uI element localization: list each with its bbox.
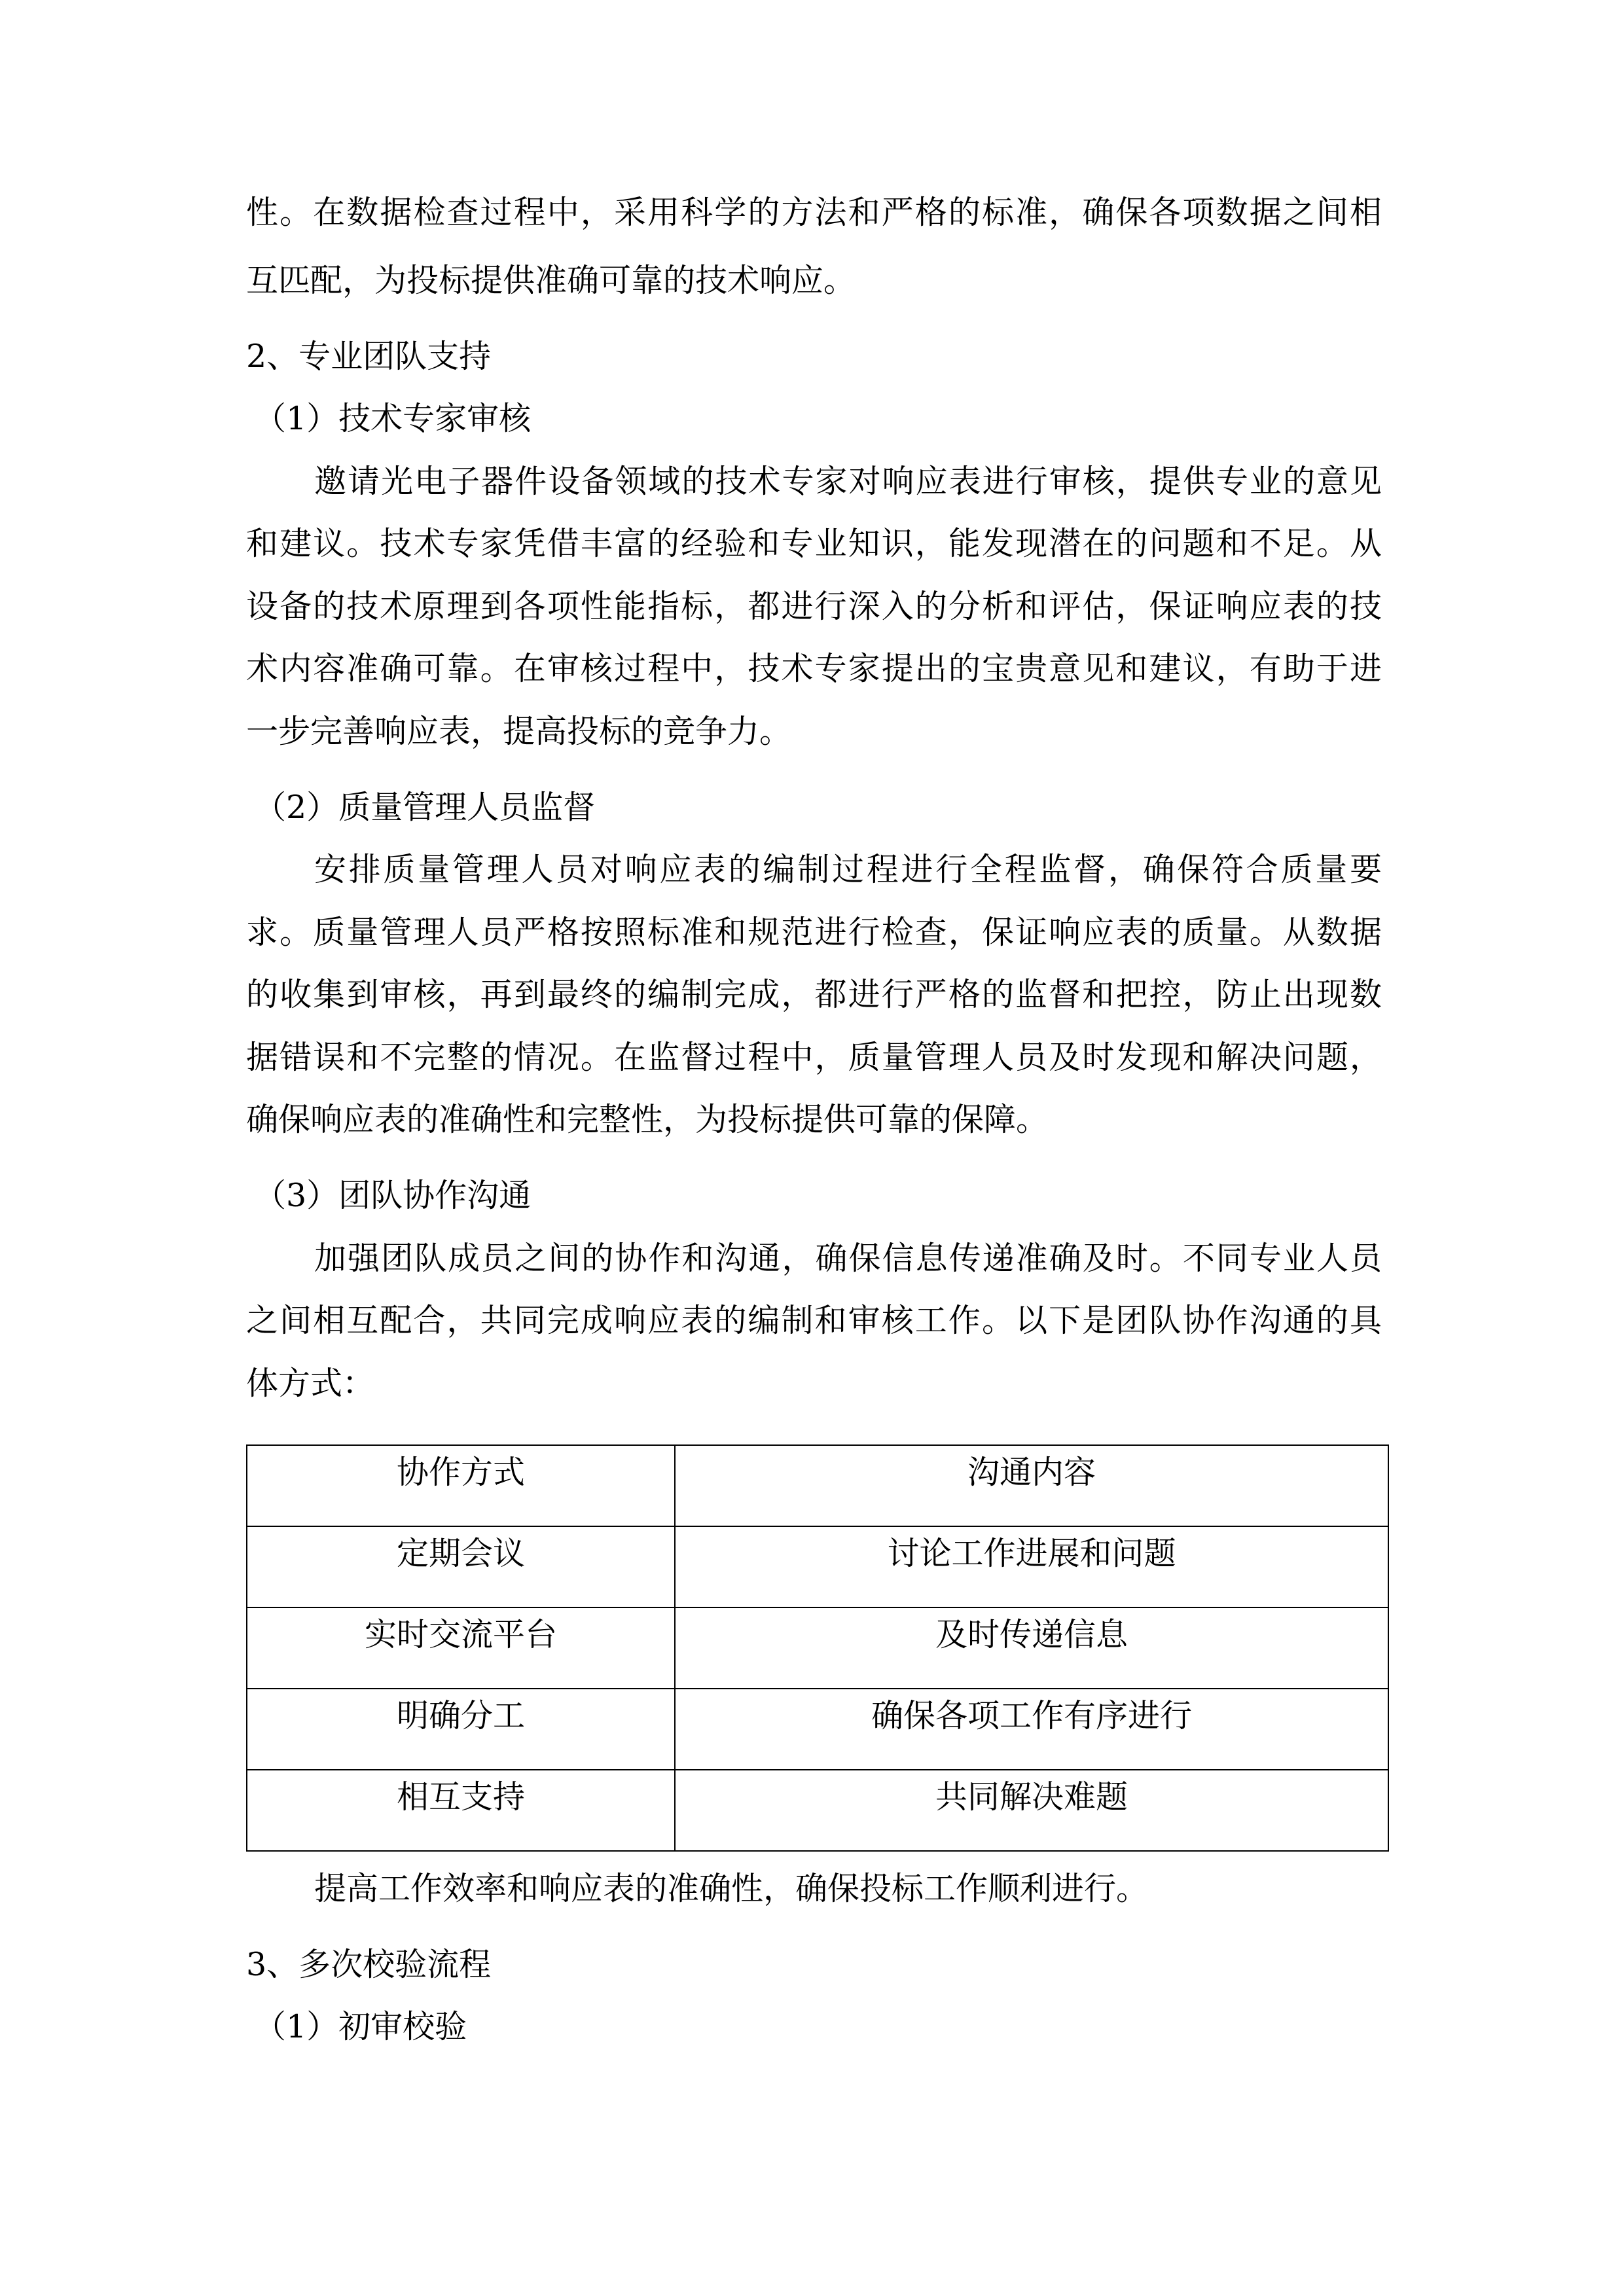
intro-line-2: 互匹配，为投标提供准确可靠的技术响应。 xyxy=(246,262,856,299)
sub2-line-3: 的收集到审核，再到最终的编制完成，都进行严格的监督和把控，防止出现数 xyxy=(246,976,1382,1013)
sub1-line-2: 和建议。技术专家凭借丰富的经验和专业知识，能发现潜在的问题和不足。从 xyxy=(246,525,1382,562)
sub2-line-1: 安排质量管理人员对响应表的编制过程进行全程监督，确保符合质量要 xyxy=(314,851,1382,888)
table-row xyxy=(247,1689,1388,1770)
sub1-line-5: 一步完善响应表，提高投标的竞争力。 xyxy=(246,713,792,750)
header-content: 沟通内容 xyxy=(967,1454,1096,1491)
table-row xyxy=(247,1607,1388,1689)
sub3-line-2: 之间相互配合，共同完成响应表的编制和审核工作。以下是团队协作沟通的具 xyxy=(246,1302,1382,1339)
sub2-line-2: 求。质量管理人员严格按照标准和规范进行检查，保证响应表的质量。从数据 xyxy=(246,914,1382,951)
section-2-heading: 2、专业团队支持 xyxy=(246,338,492,375)
table-cell xyxy=(247,1607,675,1689)
subsection-2-1-title: （1）技术专家审核 xyxy=(254,400,532,437)
cell-content: 讨论工作进展和问题 xyxy=(887,1535,1176,1572)
table-closing-line: 提高工作效率和响应表的准确性，确保投标工作顺利进行。 xyxy=(314,1870,1149,1907)
table-cell xyxy=(675,1526,1388,1607)
subsection-3-1-title: （1）初审校验 xyxy=(254,2008,467,2045)
cell-method: 定期会议 xyxy=(396,1535,525,1572)
cell-content: 及时传递信息 xyxy=(935,1616,1128,1653)
table-row xyxy=(247,1770,1388,1851)
subsection-2-3-title: （3）团队协作沟通 xyxy=(254,1177,532,1214)
table-header-row xyxy=(247,1445,1388,1526)
cell-method: 相互支持 xyxy=(396,1778,525,1816)
table-cell xyxy=(247,1689,675,1770)
subsection-2-2-title: （2）质量管理人员监督 xyxy=(254,789,596,826)
sub3-line-3: 体方式： xyxy=(246,1365,375,1402)
sub2-line-4: 据错误和不完整的情况。在监督过程中，质量管理人员及时发现和解决问题， xyxy=(246,1039,1382,1076)
cell-content: 确保各项工作有序进行 xyxy=(871,1697,1192,1734)
sub1-line-1: 邀请光电子器件设备领域的技术专家对响应表进行审核，提供专业的意见 xyxy=(314,463,1382,500)
sub1-line-4: 术内容准确可靠。在审核过程中，技术专家提出的宝贵意见和建议，有助于进 xyxy=(246,650,1382,687)
sub1-line-3: 设备的技术原理到各项性能指标，都进行深入的分析和评估，保证响应表的技 xyxy=(246,588,1382,625)
cell-method: 明确分工 xyxy=(396,1697,525,1734)
table-header-cell xyxy=(675,1445,1388,1526)
collaboration-table xyxy=(246,1444,1389,1852)
section-3-heading: 3、多次校验流程 xyxy=(246,1946,492,1983)
table-cell xyxy=(675,1770,1388,1851)
cell-content: 共同解决难题 xyxy=(935,1778,1128,1816)
table-row xyxy=(247,1526,1388,1607)
header-method: 协作方式 xyxy=(396,1454,525,1491)
table-cell xyxy=(675,1607,1388,1689)
sub3-line-1: 加强团队成员之间的协作和沟通，确保信息传递准确及时。不同专业人员 xyxy=(314,1240,1382,1277)
table-cell xyxy=(247,1526,675,1607)
cell-method: 实时交流平台 xyxy=(364,1616,557,1653)
sub2-line-5: 确保响应表的准确性和完整性，为投标提供可靠的保障。 xyxy=(246,1101,1049,1138)
table-header-cell xyxy=(247,1445,675,1526)
intro-line-1: 性。在数据检查过程中，采用科学的方法和严格的标准，确保各项数据之间相 xyxy=(246,194,1382,231)
table-cell xyxy=(247,1770,675,1851)
table-cell xyxy=(675,1689,1388,1770)
